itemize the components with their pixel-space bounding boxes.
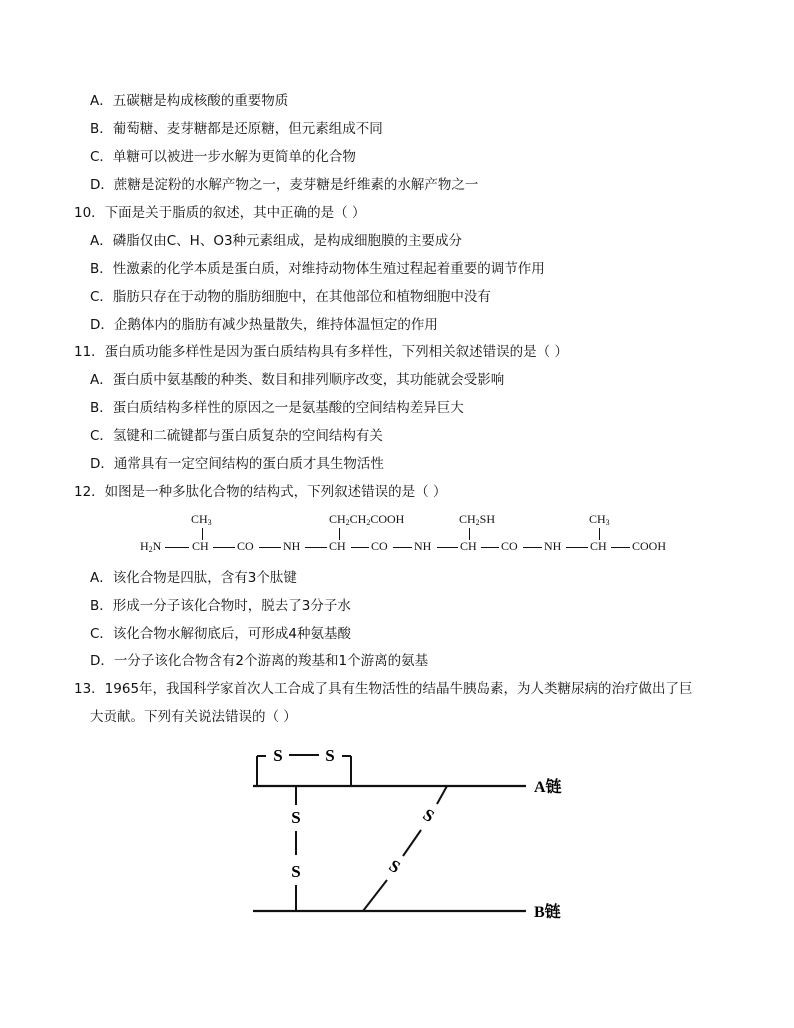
alpha-carbon-3: CH: [460, 539, 477, 553]
alpha-carbon-2: CH: [329, 539, 346, 553]
r4-methyl: $CH_3$: [589, 512, 610, 527]
amide-1: NH: [283, 539, 301, 553]
q9-option-a: A．五碳糖是构成核酸的重要物质: [90, 93, 289, 109]
bond: [259, 547, 281, 548]
vertical-sulfur-top: S: [291, 808, 301, 827]
bond: [351, 547, 369, 548]
q10-option-a: A．磷脂仅由C、H、O3种元素组成，是构成细胞膜的主要成分: [90, 233, 463, 249]
r1-methyl: $CH_3$: [191, 512, 212, 527]
q11-option-c: C．氢键和二硫键都与蛋白质复杂的空间结构有关: [90, 428, 383, 444]
q13-stem-line2: 大贡献。下列有关说法错误的（ ）: [90, 709, 297, 725]
q12-option-b: B．形成一分子该化合物时，脱去了3分子水: [90, 598, 351, 614]
amino-terminus: $H_2N$: [140, 539, 162, 554]
bond: [305, 547, 327, 548]
q10-option-c: C．脂肪只存在于动物的脂肪细胞中，在其他部位和植物细胞中没有: [90, 289, 491, 305]
bond: [393, 547, 412, 548]
r2-side-chain: $CH_2CH_2COOH$: [329, 512, 405, 527]
chain-a-label: A链: [534, 779, 562, 796]
carbonyl-3: CO: [501, 539, 518, 553]
intrachain-sulfur-left: S: [273, 746, 283, 765]
q11-option-b: B．蛋白质结构多样性的原因之一是氨基酸的空间结构差异巨大: [90, 400, 464, 416]
q10-option-b: B．性激素的化学本质是蛋白质，对维持动物体生殖过程起着重要的调节作用: [90, 261, 545, 277]
bond: [611, 547, 630, 548]
chain-b-label: B链: [534, 904, 561, 921]
bond: [523, 547, 542, 548]
q9-option-b: B．葡萄糖、麦芽糖都是还原糖，但元素组成不同: [90, 121, 383, 137]
r3-side-chain: $CH_2SH$: [459, 512, 496, 527]
bond: [165, 547, 189, 548]
diagonal-sulfur-bottom: S: [385, 855, 404, 877]
bond: [566, 547, 588, 548]
q11-stem: 11．蛋白质功能多样性是因为蛋白质结构具有多样性，下列相关叙述错误的是（ ）: [74, 344, 568, 360]
q12-option-a: A．该化合物是四肽，含有3个肽键: [90, 570, 297, 586]
amide-2: NH: [414, 539, 432, 553]
q12-option-d: D．一分子该化合物含有2个游离的羧基和1个游离的氨基: [90, 653, 429, 669]
vertical-sulfur-bottom: S: [291, 862, 301, 881]
q10-option-d: D．企鹅体内的脂肪有减少热量散失，维持体温恒定的作用: [90, 317, 438, 333]
carbonyl-1: CO: [237, 539, 254, 553]
insulin-disulfide-diagram: [230, 735, 590, 930]
amide-3: NH: [544, 539, 562, 553]
bond: [481, 547, 499, 548]
bond: [437, 547, 458, 548]
intrachain-sulfur-right: S: [325, 746, 335, 765]
q12-stem: 12．如图是一种多肽化合物的结构式，下列叙述错误的是（ ）: [74, 484, 447, 500]
alpha-carbon-1: CH: [192, 539, 209, 553]
diagonal-bond-bottom: [363, 880, 387, 911]
diagonal-sulfur-top: S: [419, 804, 438, 826]
q9-option-d: D．蔗糖是淀粉的水解产物之一，麦芽糖是纤维素的水解产物之一: [90, 177, 479, 193]
alpha-carbon-4: CH: [590, 539, 607, 553]
q11-option-d: D．通常具有一定空间结构的蛋白质才具生物活性: [90, 456, 384, 472]
carboxyl-terminus: COOH: [632, 539, 667, 553]
q10-stem: 10．下面是关于脂质的叙述，其中正确的是（ ）: [74, 205, 366, 221]
carbonyl-2: CO: [371, 539, 388, 553]
diagonal-bond-top: [437, 786, 447, 804]
q12-option-c: C．该化合物水解彻底后，可形成4种氨基酸: [90, 626, 352, 642]
q13-stem-line1: 13．1965年，我国科学家首次人工合成了具有生物活性的结晶牛胰岛素，为人类糖尿病的治疗做出了巨: [74, 681, 693, 697]
q9-option-c: C．单糖可以被进一步水解为更简单的化合物: [90, 149, 356, 165]
bond: [213, 547, 235, 548]
diagonal-ss-bond: [403, 830, 421, 856]
q11-option-a: A．蛋白质中氨基酸的种类、数目和排列顺序改变，其功能就会受影响: [90, 372, 505, 388]
